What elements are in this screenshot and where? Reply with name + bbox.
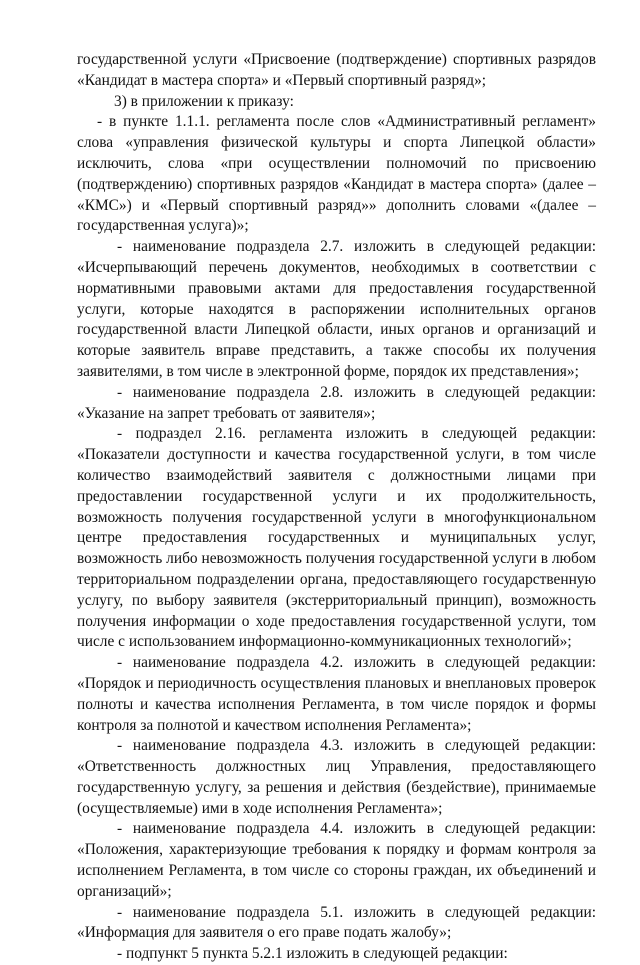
paragraph-continuation: государственной услуги «Присвоение (подтверждение) спортивных разрядов «Кандидат в мастера спорта» и «Первый спортивный разряд»; xyxy=(77,51,596,89)
paragraph-item-2-7: - наименование подраздела 2.7. изложить в следующей редакции: «Исчерпывающий перечень документов, необходимых в соответствии с нормативными правовыми актами для предоставления государственной услуги, которые находятся в распоряжении исполнительных органов государственной власти Липецкой области, иных органов и организаций и которые заявитель вправе представить, а также способы их получения заявителями, в том числе в электронной форме, порядок их представления»; xyxy=(77,238,596,380)
paragraph-item-2-8: - наименование подраздела 2.8. изложить в следующей редакции: «Указание на запрет требовать от заявителя»; xyxy=(77,383,596,422)
paragraph-item-4-2: - наименование подраздела 4.2. изложить в следующей редакции: «Порядок и периодичность осуществления плановых и внеплановых проверок полноты и качества исполнения Регламента, в том числе порядок и формы контроля за полнотой и качеством исполнения Регламента»; xyxy=(77,654,596,734)
paragraph-item-5-2-1: - подпункт 5 пункта 5.2.1 изложить в следующей редакции: xyxy=(117,945,508,963)
paragraph-item-2-16: - подраздел 2.16. регламента изложить в следующей редакции: «Показатели доступности и качества государственной услуги, в том числе количество взаимодействий заявителя с должностными лицами при предоставлении государственной услуги и их продолжительность, возможность получения государственной услуги в многофункциональном центре предоставления государственных и муниципальных услуг, возможность либо невозможность получения государственной услуги в любом территориальном подразделении органа, предоставляющего государственную услугу, по выбору заявителя (экстерриториальный принцип), возможность получения информации о ходе предоставления государственной услуги, том числе с использованием информационно-коммуникационных технологий»; xyxy=(77,425,596,651)
paragraph-item-1-1-1: - в пункте 1.1.1. регламента после слов «Административный регламент» слова «управления физической культуры и спорта Липецкой области» исключить, слова «при осуществлении полномочий по присвоению (подтверждению) спортивных разрядов «Кандидат в мастера спорта» (далее – «КМС») и «Первый спортивный разряд»» дополнить словами «(далее – государственная услуга)»; xyxy=(77,113,596,235)
document-page xyxy=(77,50,596,965)
paragraph-item-5-1: - наименование подраздела 5.1. изложить в следующей редакции: «Информация для заявителя о его праве подать жалобу»; xyxy=(77,903,596,942)
paragraph-appendix-heading: 3) в приложении к приказу: xyxy=(114,92,294,110)
paragraph-item-4-3: - наименование подраздела 4.3. изложить в следующей редакции: «Ответственность должностных лиц Управления, предоставляющего государственную услугу, за решения и действия (бездействие), принимаемые (осуществляемые) ими в ходе исполнения Регламента»; xyxy=(77,737,596,817)
paragraph-item-4-4: - наименование подраздела 4.4. изложить в следующей редакции: «Положения, характеризующие требования к порядку и формам контроля за исполнением Регламента, в том числе со стороны граждан, их объединений и организаций»; xyxy=(77,820,596,900)
